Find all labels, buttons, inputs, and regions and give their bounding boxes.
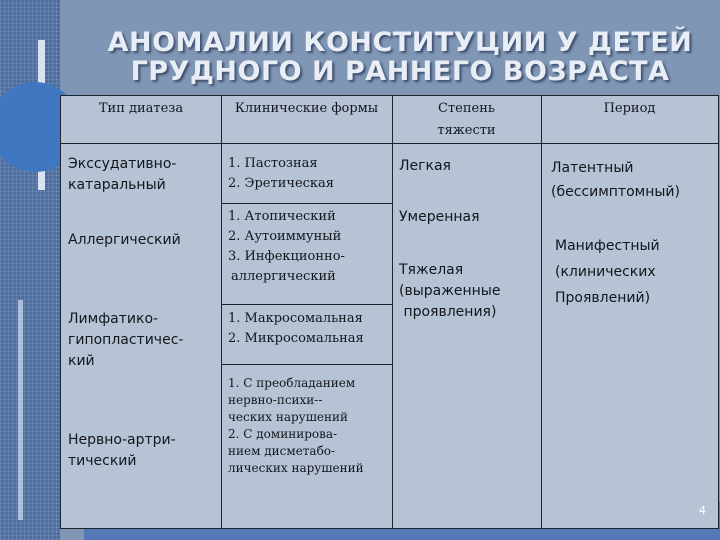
slide-title-line: ГРУДНОГО И РАННЕГО ВОЗРАСТА	[130, 56, 670, 87]
severity-text: проявления)	[399, 304, 497, 320]
table-column-divider	[221, 96, 222, 528]
slide-number: 4	[699, 504, 706, 517]
header-severity: Степень	[438, 101, 495, 116]
table-row-divider	[221, 304, 392, 305]
form-item: 1. С преобладанием	[228, 376, 356, 390]
form-item: 2. С доминирова-	[228, 427, 338, 441]
forms-lymphatic	[228, 309, 364, 349]
form-item: 1. Атопический	[228, 209, 336, 224]
form-item: 1. Макросомальная	[228, 311, 363, 326]
form-item: нервно-психи--	[228, 393, 323, 407]
type-text: Лимфатико-	[68, 311, 159, 327]
header-severity: тяжести	[437, 123, 496, 138]
type-exudative	[68, 154, 176, 196]
forms-exudative	[228, 154, 334, 194]
slide-title-line: АНОМАЛИИ КОНСТИТУЦИИ У ДЕТЕЙ	[107, 27, 693, 58]
form-item: ческих нарушений	[228, 410, 348, 424]
form-item: 2. Микросомальная	[228, 331, 364, 346]
table-row-divider	[221, 203, 392, 204]
table-header-divider	[61, 143, 718, 144]
period-manifest	[555, 233, 660, 311]
header-type: Тип диатеза	[98, 101, 184, 116]
form-item: лических нарушений	[228, 461, 364, 475]
period-text: Проявлений)	[555, 290, 651, 306]
type-neuro-arthritic	[68, 430, 176, 472]
header-forms: Клинические формы	[234, 101, 379, 116]
severity-severe	[399, 260, 500, 323]
period-text: Латентный	[551, 160, 634, 176]
table-column-divider	[541, 96, 542, 528]
type-text: гипопластичес-	[68, 332, 184, 348]
type-text: Экссудативно-	[68, 156, 177, 172]
form-item: аллергический	[231, 269, 336, 284]
severity-text: Тяжелая	[399, 262, 464, 278]
type-text: кий	[68, 353, 95, 369]
period-text: (бессимптомный)	[551, 184, 680, 200]
table-column-divider	[392, 96, 393, 528]
form-item: 2. Эретическая	[228, 176, 334, 191]
table-row-divider	[221, 364, 392, 365]
forms-allergic	[228, 207, 345, 287]
severity-mild: Легкая	[399, 158, 451, 174]
type-text: катаральный	[68, 177, 166, 193]
header-period: Период	[603, 101, 656, 116]
form-item: нием дисметабо-	[228, 444, 336, 458]
period-text: (клинических	[555, 264, 656, 280]
type-lymphatic	[68, 309, 183, 372]
form-item: 3. Инфекционно-	[228, 249, 345, 264]
forms-neuro-arthritic	[228, 375, 364, 477]
diathesis-table	[60, 95, 719, 529]
severity-moderate: Умеренная	[399, 209, 480, 225]
type-allergic: Аллергический	[68, 232, 181, 248]
decorative-left-strip	[0, 0, 60, 540]
severity-text: (выраженные	[399, 283, 501, 299]
period-latent	[551, 156, 680, 204]
type-text: тический	[68, 453, 137, 469]
decorative-bar	[18, 300, 23, 520]
form-item: 1. Пастозная	[228, 156, 318, 171]
period-text: Манифестный	[555, 238, 660, 254]
type-text: Нервно-артри-	[68, 432, 176, 448]
form-item: 2. Аутоиммуный	[228, 229, 342, 244]
slide-title	[100, 28, 700, 86]
